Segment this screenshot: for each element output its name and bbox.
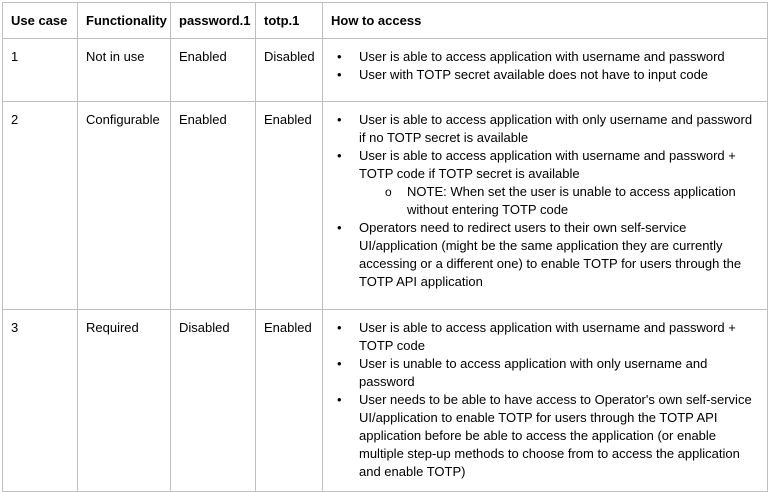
table-row <box>3 102 768 310</box>
table-row <box>3 310 768 492</box>
note-list <box>359 183 761 219</box>
cell-use-case: 3 <box>3 310 78 492</box>
cell-password: Enabled <box>171 39 256 102</box>
list-item: • User needs to be able to have access to Operator's own self-service UI/application to enable TOTP for users through the TOTP API application before be able to access the application (or enable multiple step-up methods to choose from to access the application and enable TOTP) <box>359 391 761 481</box>
list-item: • User is unable to access application with only username and password <box>359 355 761 391</box>
cell-how-to-access <box>323 39 768 102</box>
list-item <box>359 147 761 219</box>
table-row <box>3 39 768 102</box>
list-item: • User is able to access application with username and password <box>359 48 761 66</box>
list-item: • User with TOTP secret available does not have to input code <box>359 66 761 84</box>
cell-password: Disabled <box>171 310 256 492</box>
header-functionality: Functionality <box>78 3 171 39</box>
access-list <box>331 48 761 84</box>
header-totp: totp.1 <box>256 3 323 39</box>
list-item: • User is able to access application with username and password + TOTP code <box>359 319 761 355</box>
cell-functionality: Not in use <box>78 39 171 102</box>
access-list <box>331 319 761 481</box>
cell-password: Enabled <box>171 102 256 310</box>
access-table <box>2 2 768 492</box>
access-list <box>331 111 761 291</box>
cell-use-case: 1 <box>3 39 78 102</box>
list-item-text: User is able to access application with username and password + TOTP code if TOTP secret is available <box>359 148 736 181</box>
cell-functionality: Configurable <box>78 102 171 310</box>
header-row <box>3 3 768 39</box>
cell-totp: Enabled <box>256 310 323 492</box>
note-item: o NOTE: When set the user is unable to access application without entering TOTP code <box>407 183 761 219</box>
cell-how-to-access <box>323 102 768 310</box>
cell-totp: Enabled <box>256 102 323 310</box>
header-how-to-access: How to access <box>323 3 768 39</box>
cell-totp: Disabled <box>256 39 323 102</box>
list-item: • Operators need to redirect users to their own self-service UI/application (might be the same application they are currently accessing or a different one) to enable TOTP for users through the TOTP API application <box>359 219 761 291</box>
cell-functionality: Required <box>78 310 171 492</box>
header-use-case: Use case <box>3 3 78 39</box>
header-password: password.1 <box>171 3 256 39</box>
cell-use-case: 2 <box>3 102 78 310</box>
list-item: • User is able to access application with only username and password if no TOTP secret is available <box>359 111 761 147</box>
cell-how-to-access <box>323 310 768 492</box>
